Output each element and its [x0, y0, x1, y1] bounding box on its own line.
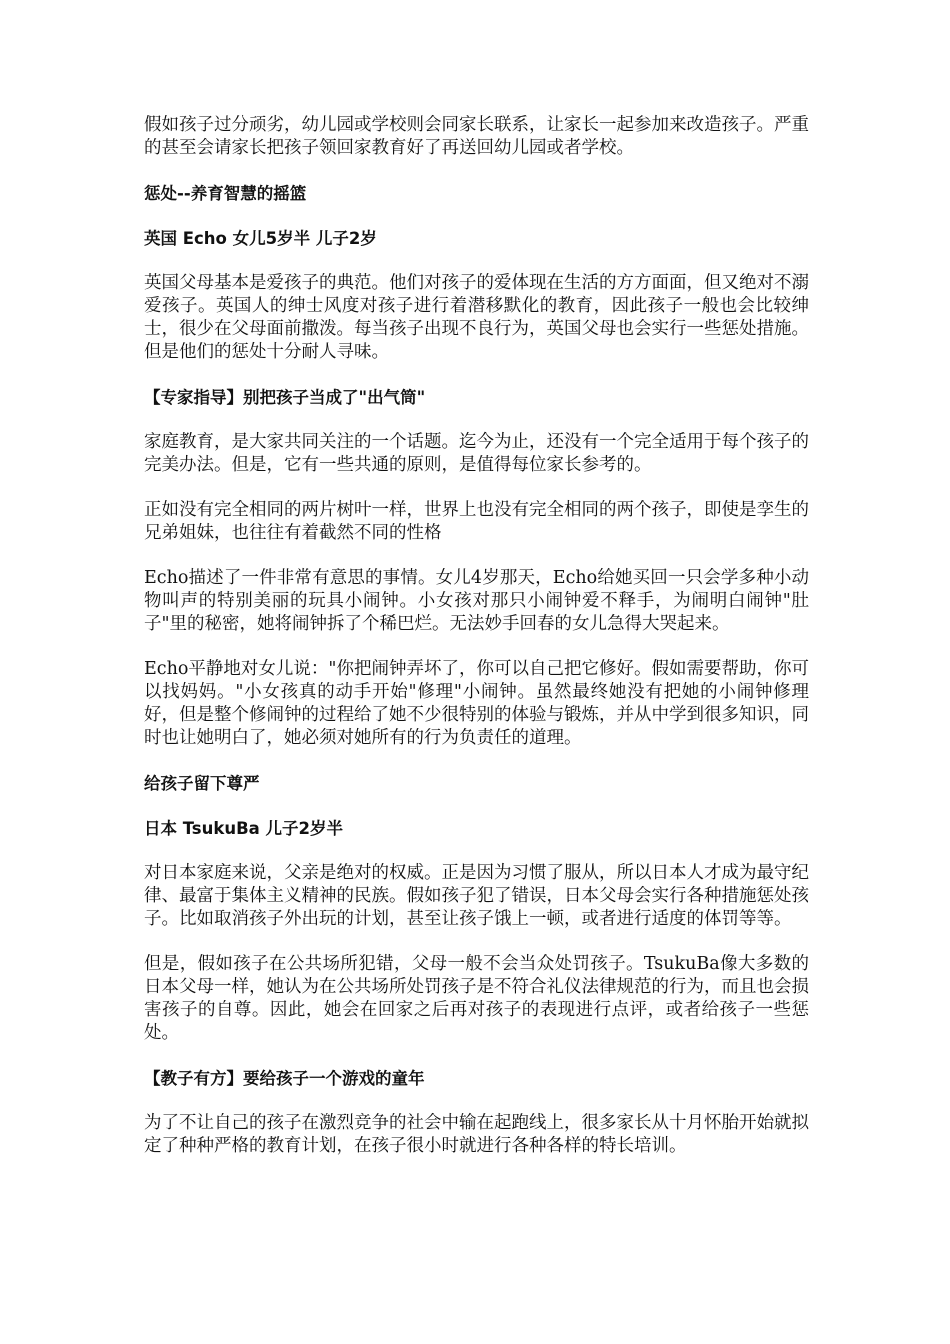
paragraph: 对日本家庭来说，父亲是绝对的权威。正是因为习惯了服从，所以日本人才成为最守纪律、最富于集体主义精神的民族。假如孩子犯了错误，日本父母会实行各种措施惩处孩子。比如取消孩子外出玩的计划，甚至让孩子饿上一顿，或者进行适度的体罚等等。 — [144, 863, 809, 929]
paragraph: Echo描述了一件非常有意思的事情。女儿4岁那天，Echo给她买回一只会学多种小动物叫声的特别美丽的玩具小闹钟。小女孩对那只小闹钟爱不释手，为闹明白闹钟"肚子"里的秘密，她将闹钟拆了个稀巴烂。无法妙手回春的女儿急得大哭起来。 — [144, 568, 809, 634]
paragraph: 但是，假如孩子在公共场所犯错，父母一般不会当众处罚孩子。TsukuBa像大多数的日本父母一样，她认为在公共场所处罚孩子是不符合礼仪法律规范的行为，而且也会损害孩子的自尊。因此，她会在回家之后再对孩子的表现进行点评，或者给孩子一些惩处。 — [144, 954, 809, 1043]
paragraph: 英国父母基本是爱孩子的典范。他们对孩子的爱体现在生活的方方面面，但又绝对不溺爱孩子。英国人的绅士风度对孩子进行着潜移默化的教育，因此孩子一般也会比较绅士，很少在父母面前撒泼。每当孩子出现不良行为，英国父母也会实行一些惩处措施。但是他们的惩处十分耐人寻味。 — [144, 273, 809, 362]
paragraph: 正如没有完全相同的两片树叶一样，世界上也没有完全相同的两个孩子，即使是孪生的兄弟姐妹，也往往有着截然不同的性格 — [144, 500, 809, 543]
paragraph: 为了不让自己的孩子在激烈竞争的社会中输在起跑线上，很多家长从十月怀胎开始就拟定了种种严格的教育计划，在孩子很小时就进行各种各样的特长培训。 — [144, 1113, 809, 1156]
section-heading: 【教子有方】要给孩子一个游戏的童年 — [144, 1069, 425, 1088]
paragraph: 假如孩子过分顽劣，幼儿园或学校则会同家长联系，让家长一起参加来改造孩子。严重的甚至会请家长把孩子领回家教育好了再送回幼儿园或者学校。 — [144, 115, 809, 158]
subsection-heading: 日本 TsukuBa 儿子2岁半 — [144, 819, 344, 838]
section-heading: 【专家指导】别把孩子当成了"出气筒" — [144, 388, 426, 407]
paragraph: Echo平静地对女儿说："你把闹钟弄坏了，你可以自己把它修好。假如需要帮助，你可以找妈妈。"小女孩真的动手开始"修理"小闹钟。虽然最终她没有把她的小闹钟修理好，但是整个修闹钟的过程给了她不少很特别的体验与锻炼，并从中学到很多知识，同时也让她明白了，她必须对她所有的行为负责任的道理。 — [144, 659, 809, 748]
section-heading: 给孩子留下尊严 — [144, 774, 260, 793]
document-body — [144, 114, 809, 1180]
section-heading: 惩处--养育智慧的摇篮 — [144, 184, 307, 203]
subsection-heading: 英国 Echo 女儿5岁半 儿子2岁 — [144, 229, 377, 248]
paragraph: 家庭教育，是大家共同关注的一个话题。迄今为止，还没有一个完全适用于每个孩子的完美办法。但是，它有一些共通的原则，是值得每位家长参考的。 — [144, 432, 809, 475]
